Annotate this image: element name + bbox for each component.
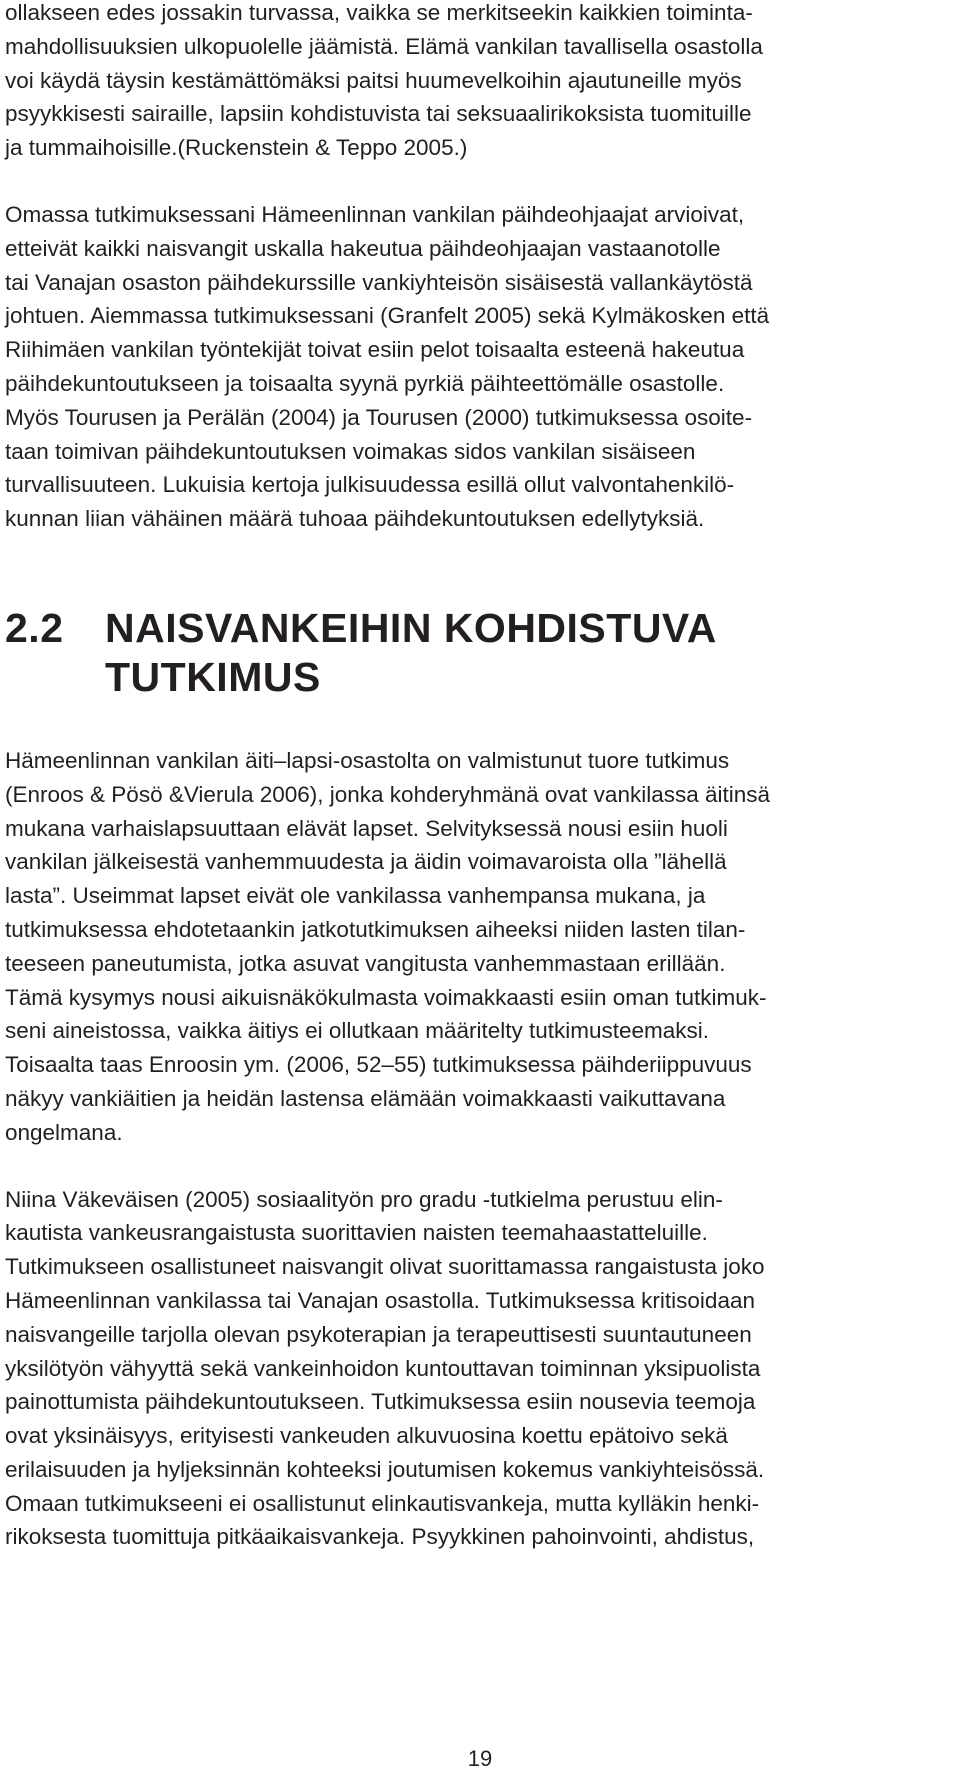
text-line: Tämä kysymys nousi aikuisnäkökulmasta voimakkaasti esiin oman tutkimuk-: [5, 984, 767, 1010]
text-line: etteivät kaikki naisvangit uskalla hakeutua päihdeohjaajan vastaanotolle: [5, 235, 721, 261]
text-line: psyykkisesti sairaille, lapsiin kohdistuvista tai seksuaalirikoksista tuomituille: [5, 101, 752, 127]
text-line: Niina Väkeväisen (2005) sosiaalityön pro gradu -tutkielma perustuu elin-: [5, 1186, 723, 1212]
section-heading: [5, 604, 960, 702]
text-line: kunnan liian vähäinen määrä tuhoaa päihdekuntoutuksen edellytyksiä.: [5, 506, 705, 532]
paragraph-own-research: [5, 198, 960, 536]
text-line: Myös Tourusen ja Perälän (2004) ja Tourusen (2000) tutkimuksessa osoite-: [5, 404, 753, 430]
text-line: tutkimuksessa ehdotetaankin jatkotutkimuksen aiheeksi niiden lasten tilan-: [5, 916, 746, 942]
text-line: mahdollisuuksien ulkopuolelle jäämistä. Elämä vankilan tavallisella osastolla: [5, 33, 763, 59]
text-line: vankilan jälkeisestä vanhemmuudesta ja äidin voimavaroista olla ”lähellä: [5, 849, 727, 875]
text-line: tai Vanajan osaston päihdekurssille vankiyhteisön sisäisestä vallankäytöstä: [5, 269, 753, 295]
document-page: [5, 0, 960, 1554]
text-line: (Enroos & Pösö &Vierula 2006), jonka kohderyhmänä ovat vankilassa äitinsä: [5, 781, 771, 807]
text-line: päihdekuntoutukseen ja toisaalta syynä pyrkiä päihteettömälle osastolle.: [5, 370, 725, 396]
text-line: Toisaalta taas Enroosin ym. (2006, 52–55) tutkimuksessa päihderiippuvuus: [5, 1052, 752, 1078]
text-line: erilaisuuden ja hyljeksinnän kohteeksi joutumisen kokemus vankiyhteisössä.: [5, 1456, 765, 1482]
section-title-line: NAISVANKEIHIN KOHDISTUVA: [105, 604, 717, 651]
text-line: ongelmana.: [5, 1119, 123, 1145]
text-line: Omassa tutkimuksessani Hämeenlinnan vankilan päihdeohjaajat arvioivat,: [5, 201, 745, 227]
section-title-line: TUTKIMUS: [105, 653, 321, 700]
text-line: ollakseen edes jossakin turvassa, vaikka se merkitseekin kaikkien toiminta-: [5, 0, 753, 25]
text-line: naisvangeille tarjolla olevan psykoterapian ja terapeuttisesti suuntautuneen: [5, 1321, 752, 1347]
text-line: Riihimäen vankilan työntekijät toivat esiin pelot toisaalta esteenä hakeutua: [5, 337, 745, 363]
paragraph-mother-child-study: [5, 744, 960, 1150]
text-line: Tutkimukseen osallistuneet naisvangit olivat suorittamassa rangaistusta joko: [5, 1254, 765, 1280]
text-line: ja tummaihoisille.(Ruckenstein & Teppo 2005.): [5, 135, 468, 161]
text-line: johtuen. Aiemmassa tutkimuksessani (Granfelt 2005) sekä Kylmäkosken että: [5, 303, 770, 329]
section-number: 2.2: [5, 604, 64, 651]
paragraph-life-sentence-study: [5, 1183, 960, 1555]
text-line: taan toimivan päihdekuntoutuksen voimakas sidos vankilan sisäiseen: [5, 438, 696, 464]
text-line: näkyy vankiäitien ja heidän lastensa elämään voimakkaasti vaikuttavana: [5, 1085, 726, 1111]
text-line: rikoksesta tuomittuja pitkäaikaisvankeja. Psyykkinen pahoinvointi, ahdistus,: [5, 1524, 755, 1550]
text-line: turvallisuuteen. Lukuisia kertoja julkisuudessa esillä ollut valvontahenkilö-: [5, 472, 735, 498]
text-line: voi käydä täysin kestämättömäksi paitsi huumevelkoihin ajautuneille myös: [5, 67, 742, 93]
text-line: kautista vankeusrangaistusta suorittavien naisten teemahaastatteluille.: [5, 1220, 708, 1246]
text-line: Omaan tutkimukseeni ei osallistunut elinkautisvankeja, mutta kylläkin henki-: [5, 1490, 760, 1516]
paragraph-continued: [5, 0, 960, 165]
text-line: painottumista päihdekuntoutukseen. Tutkimuksessa esiin nousevia teemoja: [5, 1389, 756, 1415]
text-line: mukana varhaislapsuuttaan elävät lapset. Selvityksessä nousi esiin huoli: [5, 815, 728, 841]
text-line: Hämeenlinnan vankilassa tai Vanajan osastolla. Tutkimuksessa kritisoidaan: [5, 1287, 755, 1313]
text-line: lasta”. Useimmat lapset eivät ole vankilassa vanhempansa mukana, ja: [5, 883, 706, 909]
text-line: seni aineistossa, vaikka äitiys ei ollutkaan määritelty tutkimusteemaksi.: [5, 1018, 710, 1044]
text-line: Hämeenlinnan vankilan äiti–lapsi-osastolta on valmistunut tuore tutkimus: [5, 747, 730, 773]
text-line: yksilötyön vähyyttä sekä vankeinhoidon kuntouttavan toiminnan yksipuolista: [5, 1355, 761, 1381]
text-line: teeseen paneutumista, jotka asuvat vangitusta vanhemmastaan erillään.: [5, 950, 726, 976]
page-number: 19: [467, 1746, 493, 1771]
text-line: ovat yksinäisyys, erityisesti vankeuden alkuvuosina koettu epätoivo sekä: [5, 1423, 728, 1449]
